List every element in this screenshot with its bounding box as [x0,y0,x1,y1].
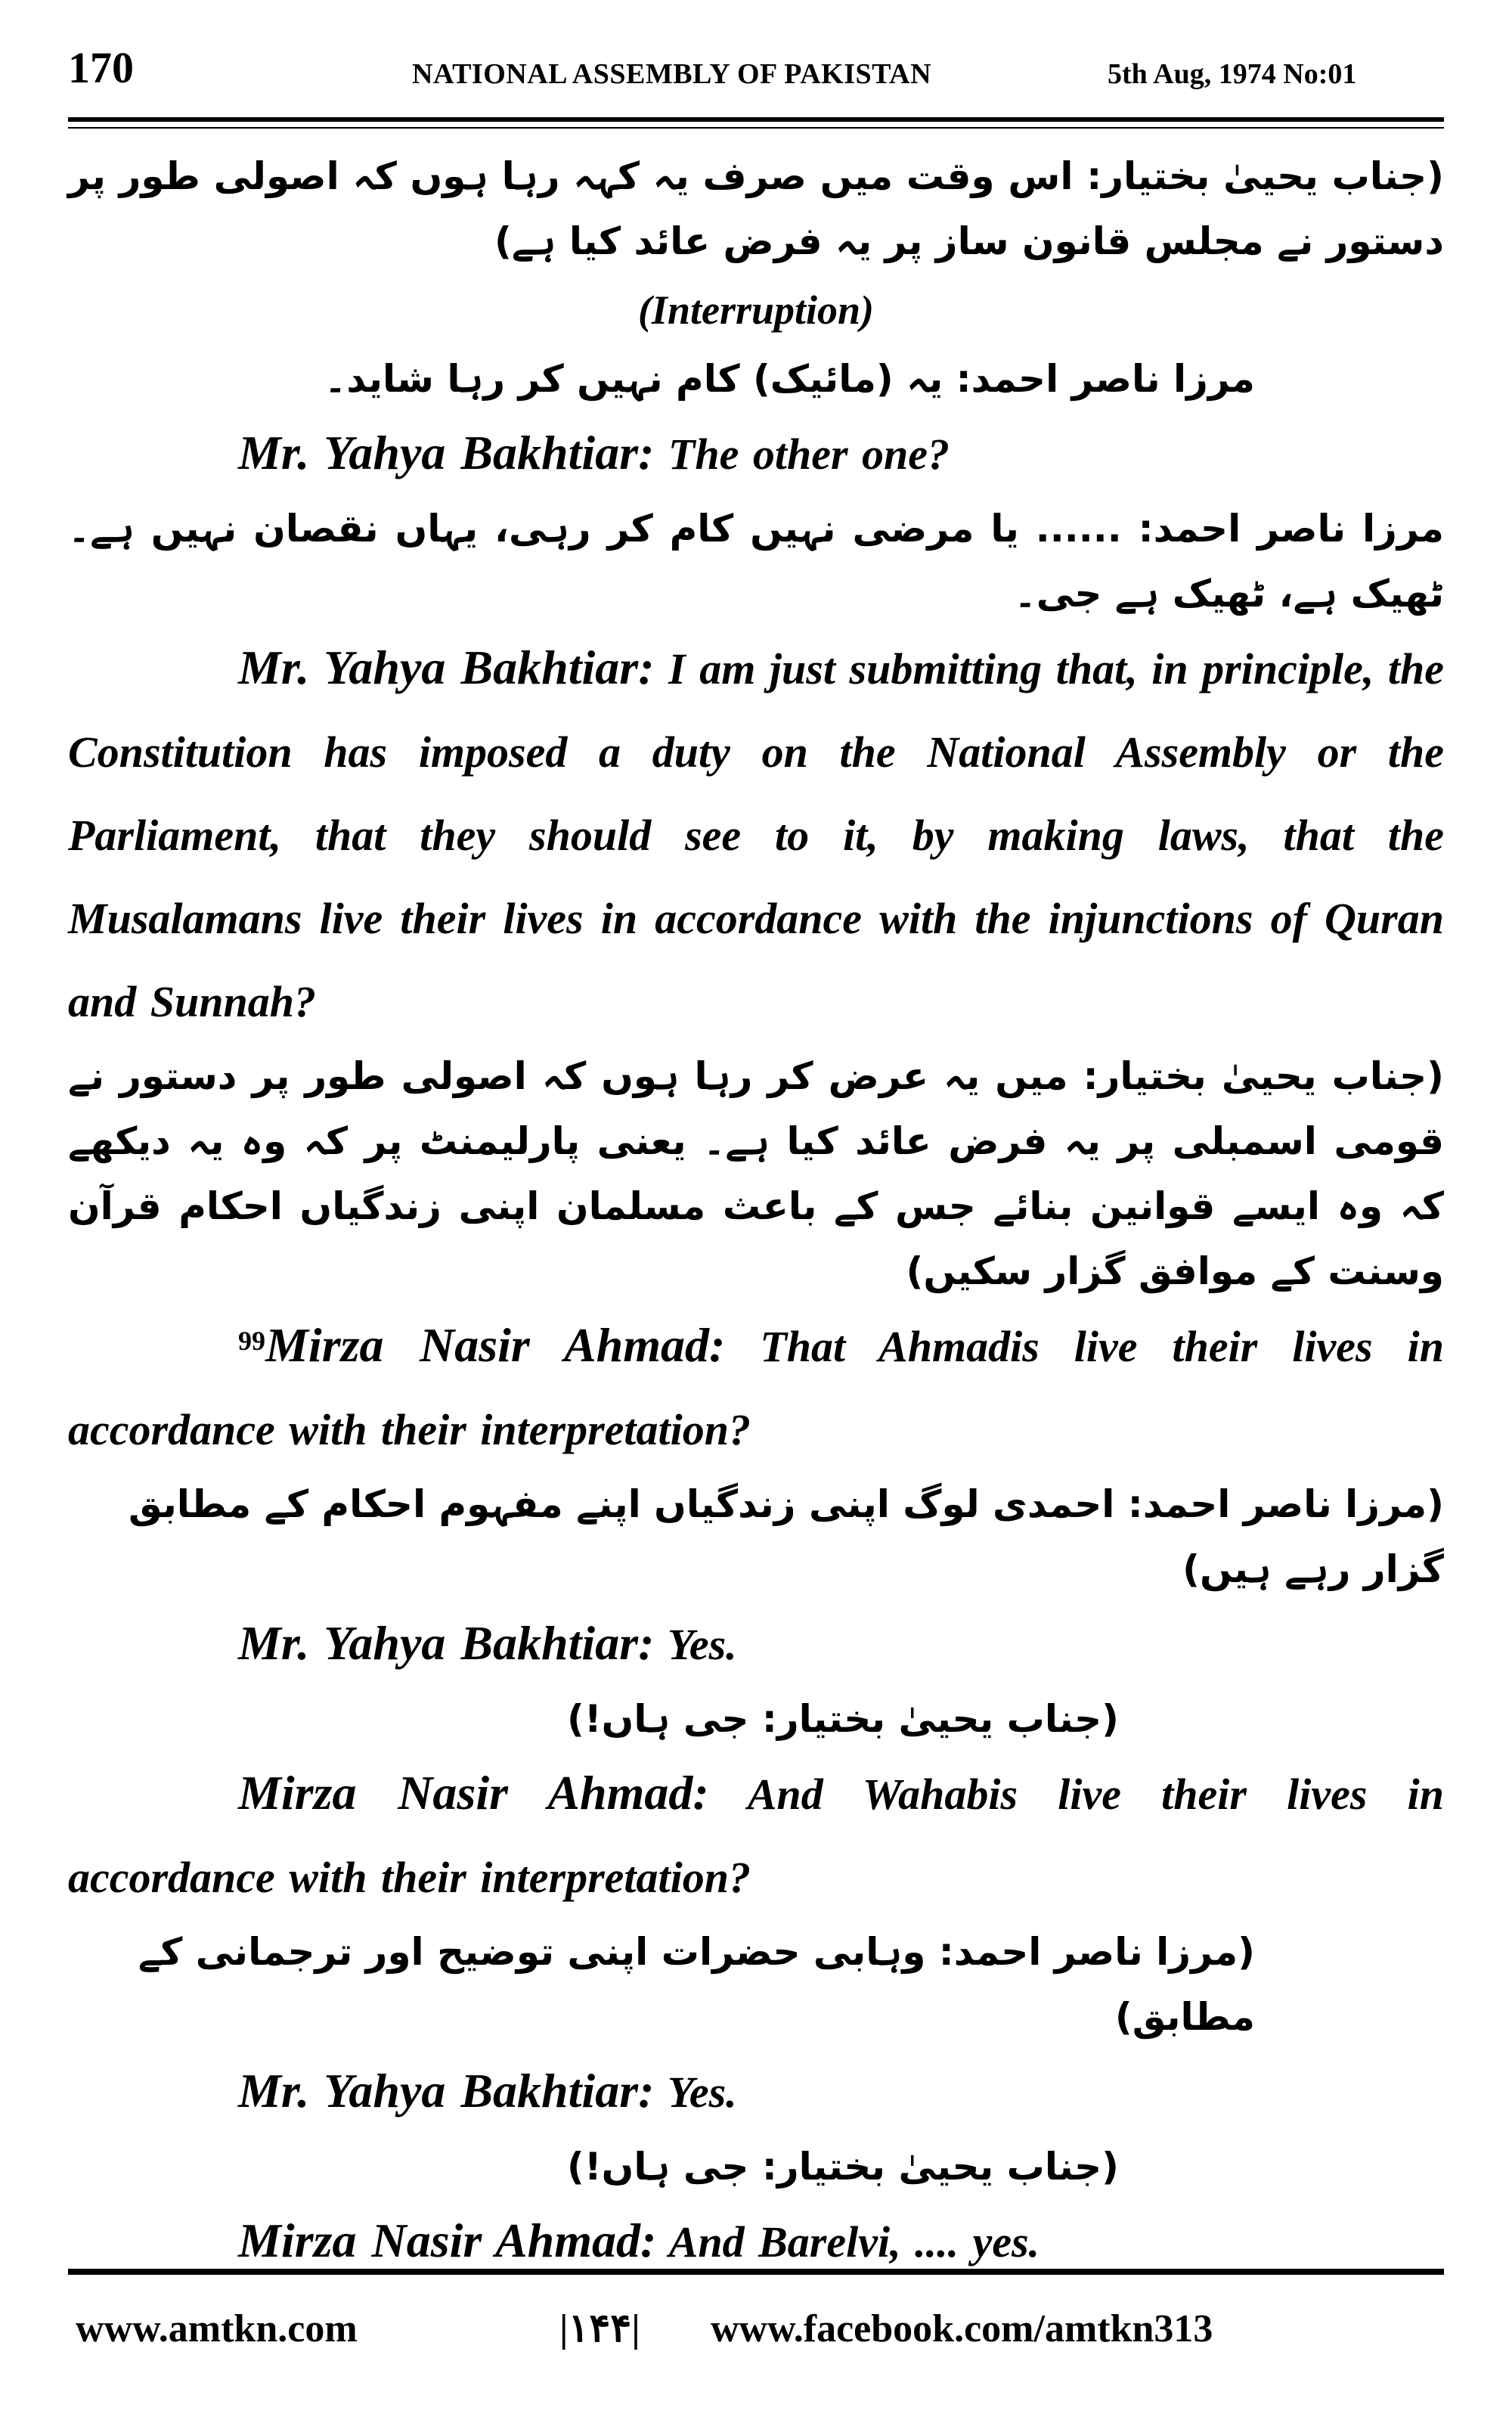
english-paragraph-1 [68,411,1444,496]
speech-text: That Ahmadis live their lives in accordance with their interpretation? [68,1322,1444,1454]
interruption-note: (Interruption) [637,287,875,333]
urdu-paragraph-6: (جناب یحییٰ بختیار: جی ہاں!) [567,1697,1119,1741]
footnote-marker: 99 [238,1326,265,1356]
document-page [68,30,1444,2390]
speaker-name: Mirza Nasir Ahmad: [238,1766,709,1820]
book-page-number: |۱۴۴| [559,2307,640,2350]
header-title: NATIONAL ASSEMBLY OF PAKISTAN [412,58,932,90]
page-header [68,38,1444,98]
urdu-paragraph-1: (جناب یحییٰ بختیار: اس وقت میں صرف یہ کہہ رہا ہوں کہ اصولی طور پر دستور نے مجلس قانون ساز پر یہ فرض عائد کیا ہے) [68,154,1444,263]
page-footer [68,2269,1444,2360]
english-paragraph-6 [68,2049,1444,2134]
urdu-paragraph-7: (مرزا ناصر احمد: وہابی حضرات اپنی توضیح اور ترجمانی کے مطابق) [138,1930,1255,2039]
header-date: 5th Aug, 1974 No:01 [1108,58,1357,90]
speech-text: And Wahabis live their lives in accordance with their interpretation? [68,1770,1444,1902]
speaker-name: Mr. Yahya Bakhtiar: [238,641,655,694]
speaker-name: Mirza Nasir Ahmad: [238,2214,657,2267]
english-paragraph-2 [68,626,1444,1044]
speaker-name: Mr. Yahya Bakhtiar: [238,1616,655,1670]
speaker-name: Mirza Nasir Ahmad: [265,1318,726,1372]
header-rule [68,117,1444,122]
page-body [68,144,1444,2284]
footer-rule [68,2269,1444,2275]
speech-text: And Barelvi, .... yes. [668,2217,1040,2266]
speech-text: Yes. [667,2068,737,2117]
urdu-paragraph-5: (مرزا ناصر احمد: احمدی لوگ اپنی زندگیاں اپنے مفہوم احکام کے مطابق گزار رہے ہیں) [128,1482,1444,1591]
header-rule-thin [68,127,1444,129]
page-number: 170 [68,43,134,92]
speech-text: The other one? [668,430,950,479]
urdu-paragraph-4: (جناب یحییٰ بختیار: میں یہ عرض کر رہا ہوں کہ اصولی طور پر دستور نے قومی اسمبلی پر یہ فرض عائد کیا ہے۔ یعنی پارلیمنٹ پر کہ وہ یہ دیکھے کہ وہ ایسے قوانین بنائے جس کے باعث مسلمان اپنی زندگیاں احکام قرآن وسنت کے موافق گزار سکیں) [68,1054,1444,1293]
speaker-name: Mr. Yahya Bakhtiar: [238,426,655,479]
speech-text: I am just submitting that, in principle, the Constitution has imposed a duty on the National Assembly or the Parliament, that they should see to it, by making laws, that the Musalamans live their lives in accordance with the injunctions of Quran and Sunnah? [68,644,1445,1026]
english-paragraph-3 [68,1304,1444,1472]
english-paragraph-4 [68,1602,1444,1686]
english-paragraph-5 [68,1751,1444,1919]
speaker-name: Mr. Yahya Bakhtiar: [238,2064,655,2118]
website-link[interactable]: www.amtkn.com [76,2307,358,2350]
facebook-link[interactable]: www.facebook.com/amtkn313 [711,2307,1213,2350]
urdu-paragraph-3: مرزا ناصر احمد: ...... یا مرضی نہیں کام کر رہی، یہاں نقصان نہیں ہے۔ ٹھیک ہے، ٹھیک ہے جی۔ [68,507,1444,616]
urdu-paragraph-2: مرزا ناصر احمد: یہ (مائیک) کام نہیں کر رہا شاید۔ [324,357,1255,401]
speech-text: Yes. [667,1620,737,1669]
urdu-paragraph-8: (جناب یحییٰ بختیار: جی ہاں!) [567,2145,1119,2189]
